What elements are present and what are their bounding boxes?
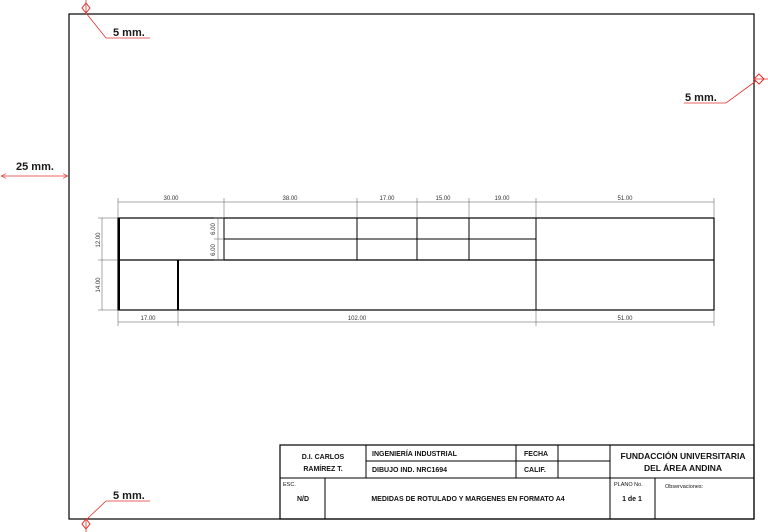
dimension-lines [98,198,714,326]
margin-annotation-top-right [684,74,768,104]
sheet-label: PLANO No. [614,482,643,488]
institution-line-2: DEL ÁREA ANDINA [643,463,723,473]
dim-top-5: 19.00 [494,196,510,202]
dimension-labels-bottom [140,316,633,322]
dim-bottom-2: 102.00 [347,316,367,322]
course-name: DIBUJO IND. NRC1694 [372,467,448,474]
dim-bottom-1: 17.00 [140,316,156,322]
dim-left-upper: 12.00 [96,232,102,248]
margin-label-bottom-left: 5 mm. [113,490,145,502]
dim-bottom-3: 51.00 [617,316,633,322]
dim-inner-top: 6.00 [211,223,217,235]
institution-line-1: FUNDACCIÓN UNIVERSITARIA [620,451,746,461]
dim-top-3: 17.00 [379,196,395,202]
dimensioned-drawing [118,218,714,310]
margin-annotation-top-left [82,0,150,39]
author-line-1: D.I. CARLOS [301,454,345,461]
dim-top-4: 15.00 [435,196,451,202]
scale-label: ESC. [283,482,296,488]
dim-top-1: 30.00 [163,196,179,202]
page-border [69,14,754,519]
program-name: INGENIERÍA INDUSTRIAL [372,451,457,458]
observations-label: Observaciones: [665,484,704,490]
title-block-texts [283,449,745,503]
dim-top-6: 51.00 [617,196,633,202]
margin-label-left: 25 mm. [16,161,54,173]
dim-top-2: 38.00 [282,196,298,202]
author-line-2: RAMÍREZ T. [303,466,343,473]
dimension-labels-left [96,223,217,293]
sheet-value: 1 de 1 [622,496,642,503]
grade-label: CALIF. [524,467,546,474]
drawing-title: MEDIDAS DE ROTULADO Y MARGENES EN FORMATO A4 [371,496,565,503]
dim-inner-bottom: 6.00 [211,244,217,256]
margin-label-top-right: 5 mm. [685,92,717,104]
dim-left-lower: 14.00 [96,277,102,293]
margin-annotation-bottom-left [82,490,150,532]
scale-value: N/D [296,496,310,503]
dimension-labels-top [163,196,633,202]
margin-annotation-left [2,161,67,176]
date-label: FECHA [524,451,549,458]
margin-label-top-left: 5 mm. [113,27,145,39]
